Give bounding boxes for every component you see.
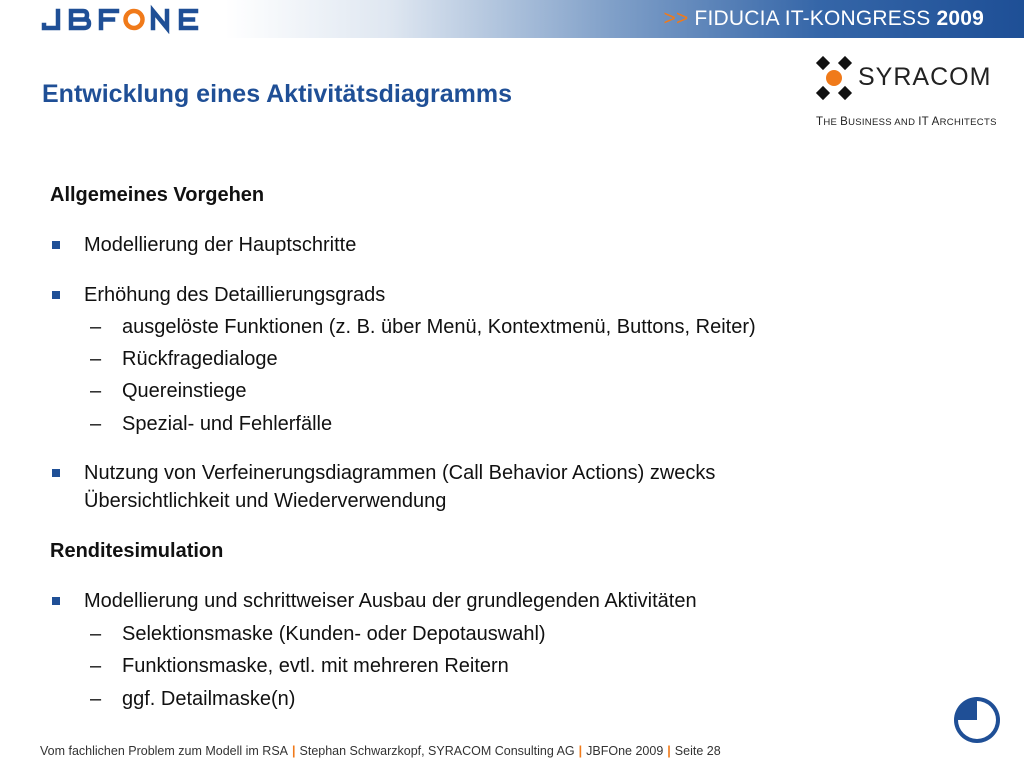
syracom-logo — [814, 56, 997, 130]
bullet-text: Modellierung der Hauptschritte — [84, 234, 357, 256]
syracom-mark-icon — [814, 56, 854, 102]
congress-name: FIDUCIA IT-KONGRESS — [694, 7, 931, 30]
bullet-square-icon — [52, 469, 60, 477]
sub-item-text: Quereinstiege — [122, 380, 247, 402]
jbfone-logo — [40, 4, 210, 34]
sub-item — [90, 345, 278, 373]
dash-marker: – — [90, 380, 102, 402]
bullet-square-icon — [52, 241, 60, 249]
svg-text:JBFONE: JBFONE — [40, 4, 44, 5]
footer-separator: | — [667, 744, 671, 758]
bullet-square-icon — [52, 597, 60, 605]
dash-marker: – — [90, 655, 102, 677]
sub-item-text: ausgelöste Funktionen (z. B. über Menü, Kontextmenü, Buttons, Reiter) — [122, 316, 756, 338]
footer-talk-title: Vom fachlichen Problem zum Modell im RSA — [40, 744, 289, 758]
dash-marker: – — [90, 316, 102, 338]
sub-item — [90, 410, 332, 438]
bullet-text: Modellierung und schrittweiser Ausbau der grundlegenden Aktivitäten — [84, 590, 697, 612]
footer-separator: | — [292, 744, 296, 758]
footer-speaker: Stephan Schwarzkopf, SYRACOM Consulting AG — [299, 744, 575, 758]
bullet-square-icon — [52, 291, 60, 299]
footer-page-number: Seite 28 — [674, 744, 721, 758]
footer-event: JBFOne 2009 — [586, 744, 664, 758]
congress-year: 2009 — [936, 7, 984, 30]
dash-marker: – — [90, 623, 102, 645]
sub-item-text: Spezial- und Fehlerfälle — [122, 413, 333, 435]
sub-item-text: ggf. Detailmaske(n) — [122, 688, 296, 710]
bullet-text-line2: Übersichtlichkeit und Wiederverwendung — [84, 490, 447, 512]
page-title: Entwicklung eines Aktivitätsdiagramms — [42, 80, 513, 108]
footer — [40, 744, 721, 758]
section-heading-renditesimulation: Renditesimulation — [50, 540, 224, 562]
progress-circle-icon — [952, 695, 1002, 745]
dash-marker: – — [90, 413, 102, 435]
dash-marker: – — [90, 688, 102, 710]
sub-item-text: Rückfragedialoge — [122, 348, 278, 370]
dash-marker: – — [90, 348, 102, 370]
bullet-text: Erhöhung des Detaillierungsgrads — [84, 284, 386, 306]
sub-item-text: Funktionsmaske, evtl. mit mehreren Reitern — [122, 655, 509, 677]
congress-label — [663, 6, 984, 32]
sub-item-text: Selektionsmaske (Kunden- oder Depotauswahl) — [122, 623, 546, 645]
syracom-wordmark: SYRACOM — [858, 63, 992, 91]
footer-separator: | — [578, 744, 583, 758]
congress-arrows: >> — [663, 7, 689, 30]
sub-item — [90, 377, 247, 405]
sub-item — [90, 685, 295, 713]
bullet-text-line1: Nutzung von Verfeinerungsdiagrammen (Call Behavior Actions) zwecks — [84, 462, 716, 484]
sub-item — [90, 652, 509, 680]
sub-item — [90, 620, 546, 648]
section-heading-allgemeines-vorgehen: Allgemeines Vorgehen — [50, 184, 265, 206]
syracom-tagline: THE BUSINESS AND IT ARCHITECTS — [816, 116, 997, 128]
sub-item — [90, 313, 756, 341]
